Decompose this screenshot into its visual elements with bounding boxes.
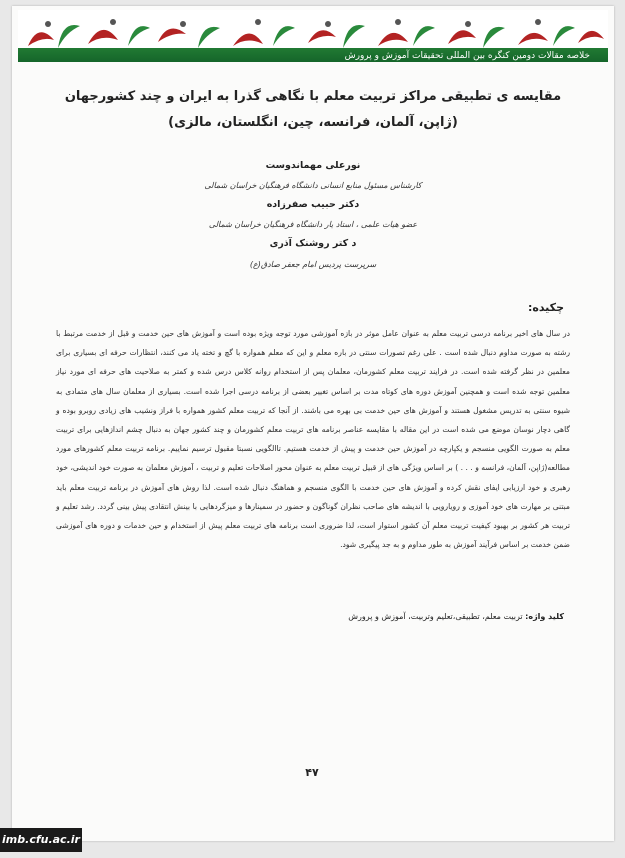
banner-title: خلاصه مقالات دومین کنگره بین المللی تحقیقات آموزش و پرورش [344,51,590,61]
author-affiliation: کارشناس مسئول منابع انسانی دانشگاه فرهنگیان خراسان شمالی [204,181,422,190]
site-watermark-badge: imb.cfu.ac.ir [0,828,82,852]
author-name: دکتر حبیب صفرزاده [266,199,360,210]
conference-banner [18,10,608,62]
keywords-label: کلید واژه: [525,612,564,621]
title-line-2: (ژاپن، آلمان، فرانسه، چین، انگلستان، مالزی) [168,115,458,130]
author-name: نورعلی مهماندوست [265,160,361,171]
paper-title [52,84,574,136]
document-page [12,6,614,841]
abstract-heading: چکیده: [527,301,564,314]
keywords-text: تربیت معلم، تطبیقی،تعلیم وتربیت، آموزش و پرورش [348,612,526,621]
author-affiliation: سرپرست پردیس امام جعفر صادق(ع) [249,260,377,269]
author-name: د کتر روشنک آذری [269,238,357,249]
title-line-1: مقایسه ی تطبیقی مراکز تربیت معلم با نگاهی گذرا به ایران و چند کشورجهان [64,89,562,104]
author-affiliation: عضو هیات علمی ، استاد یار دانشگاه فرهنگیان خراسان شمالی [208,220,418,229]
page-number: ۴۷ [305,766,319,779]
abstract-body: در سال های اخیر برنامه درسی تربیت معلم به عنوان عامل موثر در بازه آموزشی مورد توجه ویژه بوده است و آموزش های حین خدمت و قبل از خدمت مرتبط با رشته به صورت مداوم دنبال شده است . علی رغم تصورات سنتی در باره معلم و این که معلم همواره با گچ و تخته یاد می کنند، انتظارات حرفه ای بسیاری برای معلمین در نظر گرفته شده است. در فرایند تربیت معلم کشورمان، معلمان پس از استخدام روانه کلاس درس شده و کمتر به صلاحیت های حرفه ای مورد نیاز معلمین توجه شده است و همچنین آموزش دوره های کوتاه مدت بر اساس تغییر بعضی از برنامه درسی اجرا شده است. بسیاری از معلمان سال های متمادی به شیوه سنتی به تدریس مشغول هستند و آموزش های حین خدمت بی بهره می باشند. از آنجا که تربیت معلم کشور همواره با فراز ونشیب های زیادی روبرو بوده و گاهی دچار نوسان موضع می شده است در این مقاله با مقایسه عناصر برنامه های تربیت معلم کشورمان و چند کشور جهان به دنبال چشم اندازهایی برای تربیت معلم به صورت الگویی منسجم و یکپارچه در آموزش حین خدمت و پیش از خدمت هستیم. تاالگویی نسبتا مقبول ترسیم نماییم. برنامه تربیت معلم کشورهای مورد مطالعه(ژاپن، آلمان، فرانسه و . . . ) بر اساس ویژگی های از قبیل تربیت معلم به عنوان محور اصلاحات تعلیم و تربیت ، آموزش معلمان به صورت خود اندیشی، خود رهبری و خود ارزیابی ایفای نقش کرده و آموزش های حین خدمت با الگوی منسجم و هماهنگ دنبال شده است. لذا روش های آموزش در برنامه تربیت معلم باید مبتنی بر مهارت های خود آموزی و رویارویی با اندیشه های صاحب نظران گوناگون و حضور در سمینارها و میزگردهایی با بینش انتقادی پیش بینی گردد. رشد تعلیم و تربیت هر کشور بر بهبود کیفیت تربیت معلم آن کشور استوار است، لذا ضروری است برنامه های تربیت معلم پیش از استخدام و حین خدمات و دوره های آموزشی ضمن خدمت بر اساس فرآیند آموزش به طور مداوم و به جد پیگیری شود. [56,329,570,550]
keywords-line [348,612,564,621]
